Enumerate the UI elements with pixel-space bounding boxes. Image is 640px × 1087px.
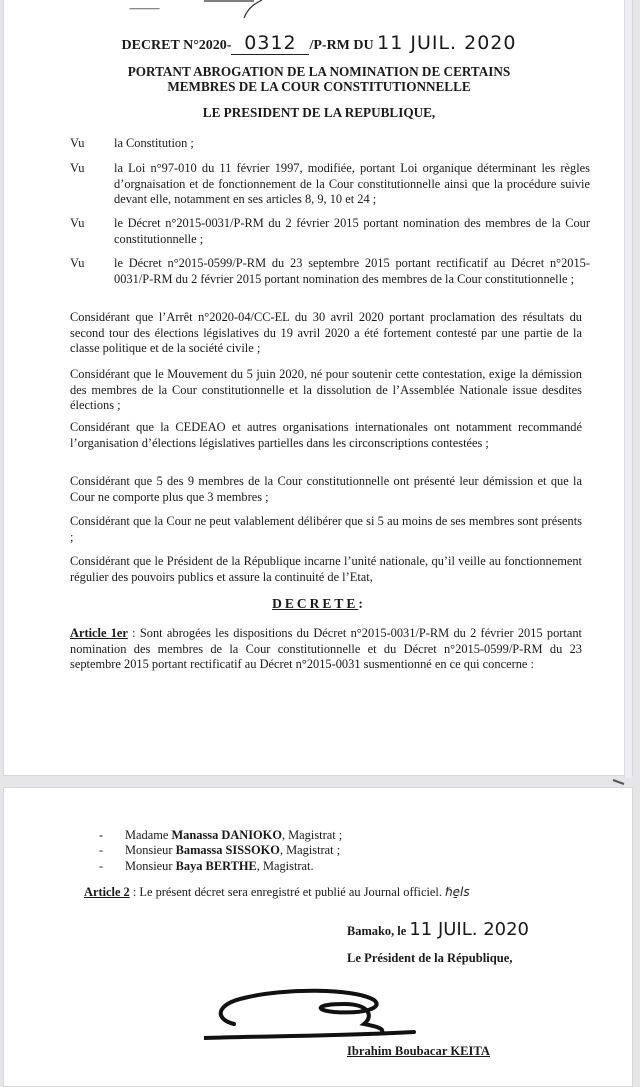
member-title: Madame [125, 828, 169, 842]
vu-label: Vu [70, 256, 85, 270]
vu-text: la Constitution ; [114, 136, 194, 150]
vu-item [70, 256, 590, 287]
decree-title [4, 32, 634, 55]
decree-date-stamp: 11 JUIL. 2020 [377, 32, 517, 54]
member-item: - Monsieur Baya BERTHE, Magistrat. [99, 858, 314, 873]
vu-label: Vu [70, 136, 85, 150]
president-heading: LE PRESIDENT DE LA REPUBLIQUE, [202, 105, 436, 120]
considerant-paragraph: Considérant que la CEDEAO et autres organisations internationales ont notamment recommandé l’organisation d’élections législatives partielles dans les circonscriptions contestées ; [70, 420, 582, 450]
considerant-paragraph: Considérant que le Président de la République incarne l’unité nationale, qu’il veille au fonctionnement régulier des pouvoirs publics et assure la continuité de l’Etat, [70, 554, 582, 584]
article-1-label: Article 1er [70, 626, 128, 640]
document-page-1 [3, 0, 633, 776]
article-1-text: : Sont abrogées les dispositions du Décret n°2015-0031/P-RM du 2 février 2015 portant nomination des membres de la Cour constitutionnelle et du Décret n°2015-0599/P-RM du 23 septembre 2015 portant rectificatif au Décret n°2015-0031 susmentionné en ce qui concerne : [70, 626, 582, 672]
header-dashes: --------------- [129, 3, 159, 13]
signature-icon [204, 974, 424, 1044]
considerant-paragraph: Considérant que l’Arrêt n°2020-04/CC-EL du 30 avril 2020 portant proclamation des résultats du second tour des élections législatives du 19 avril 2020 a été fortement contesté par une partie de la classe politique et de la société civile ; [70, 310, 582, 356]
vu-item [70, 136, 590, 152]
member-role: , Magistrat ; [281, 828, 343, 842]
signatory-title: Le Président de la République, [347, 951, 513, 965]
place-prefix: Bamako, le [347, 924, 410, 938]
vu-text: la Loi n°97-010 du 11 février 1997, modifiée, portant Loi organique déterminant les règles d’orgnaisation et de fonctionnement de la Cour constitutionnelle ainsi que la procédure suivie devant elle, notamment en ses articles 8, 9, 10 et 24 ; [114, 161, 590, 207]
decree-suffix: /P-RM DU [309, 38, 374, 53]
member-title: Monsieur [125, 858, 173, 873]
page-scrollbar[interactable] [624, 0, 632, 778]
considerant-paragraph: Considérant que le Mouvement du 5 juin 2020, né pour soutenir cette contestation, exige la démission des membres de la Cour constitutionnelle et la dissolution de l’Assemblée Nationale issue desdites élections ; [70, 367, 582, 413]
considerant-paragraph: Considérant que la Cour ne peut valablement délibérer que si 5 au moins de ses membres sont présents ; [70, 514, 582, 544]
vu-text: le Décret n°2015-0599/P-RM du 23 septembre 2015 portant rectificatif au Décret n°2015-0031/P-RM du 2 février 2015 portant nomination des membres de la Cour constitutionnelle ; [114, 256, 590, 286]
decree-number-stamp: 0312 [244, 32, 297, 54]
member-title: Monsieur [125, 843, 173, 858]
article-1 [70, 626, 582, 673]
member-name: Baya BERTHE [175, 858, 257, 873]
member-role: , Magistrat. [256, 858, 314, 873]
corner-fold-icon [612, 778, 626, 786]
decree-prefix: DECRET N°2020- [121, 38, 232, 53]
vu-item [70, 216, 590, 247]
member-name: Manassa DANIOKO [171, 828, 282, 842]
member-item: - Madame Manassa DANIOKO, Magistrat ; [99, 828, 343, 842]
article-2-label: Article 2 [84, 885, 130, 899]
member-role: , Magistrat ; [279, 843, 341, 858]
subtitle-line: MEMBRES DE LA COUR CONSTITUTIONNELLE [167, 79, 471, 94]
decrete-colon: : [358, 596, 366, 611]
handwritten-initials: ℏe̱ls [445, 885, 470, 899]
signer-name: Ibrahim Boubacar KEITA [347, 1044, 490, 1058]
article-2-text: : Le présent décret sera enregistré et publié au Journal officiel. [129, 885, 442, 899]
considerant-paragraph: Considérant que 5 des 9 membres de la Cour constitutionnelle ont présenté leur démission et que la Cour ne comporte plus que 3 membres ; [70, 474, 582, 504]
document-page-2 [3, 787, 633, 1087]
place-date [347, 919, 529, 940]
date-stamp: 11 JUIL. 2020 [409, 919, 530, 940]
member-item: - Monsieur Bamassa SISSOKO, Magistrat ; [99, 843, 341, 858]
decree-subtitle [4, 64, 634, 94]
vu-text: le Décret n°2015-0031/P-RM du 2 février 2015 portant nomination des membres de la Cour constitutionnelle ; [114, 216, 590, 246]
subtitle-line: PORTANT ABROGATION DE LA NOMINATION DE CERTAINS [127, 64, 511, 79]
decrete-label: DECRETE [272, 596, 359, 611]
members-list [99, 828, 342, 874]
handwritten-mark-icon [204, 0, 264, 20]
decrete-heading [4, 596, 634, 612]
vu-label: Vu [70, 216, 85, 230]
vu-label: Vu [70, 161, 85, 175]
member-name: Bamassa SISSOKO [175, 843, 280, 858]
vu-item [70, 161, 590, 208]
article-2 [84, 885, 470, 900]
